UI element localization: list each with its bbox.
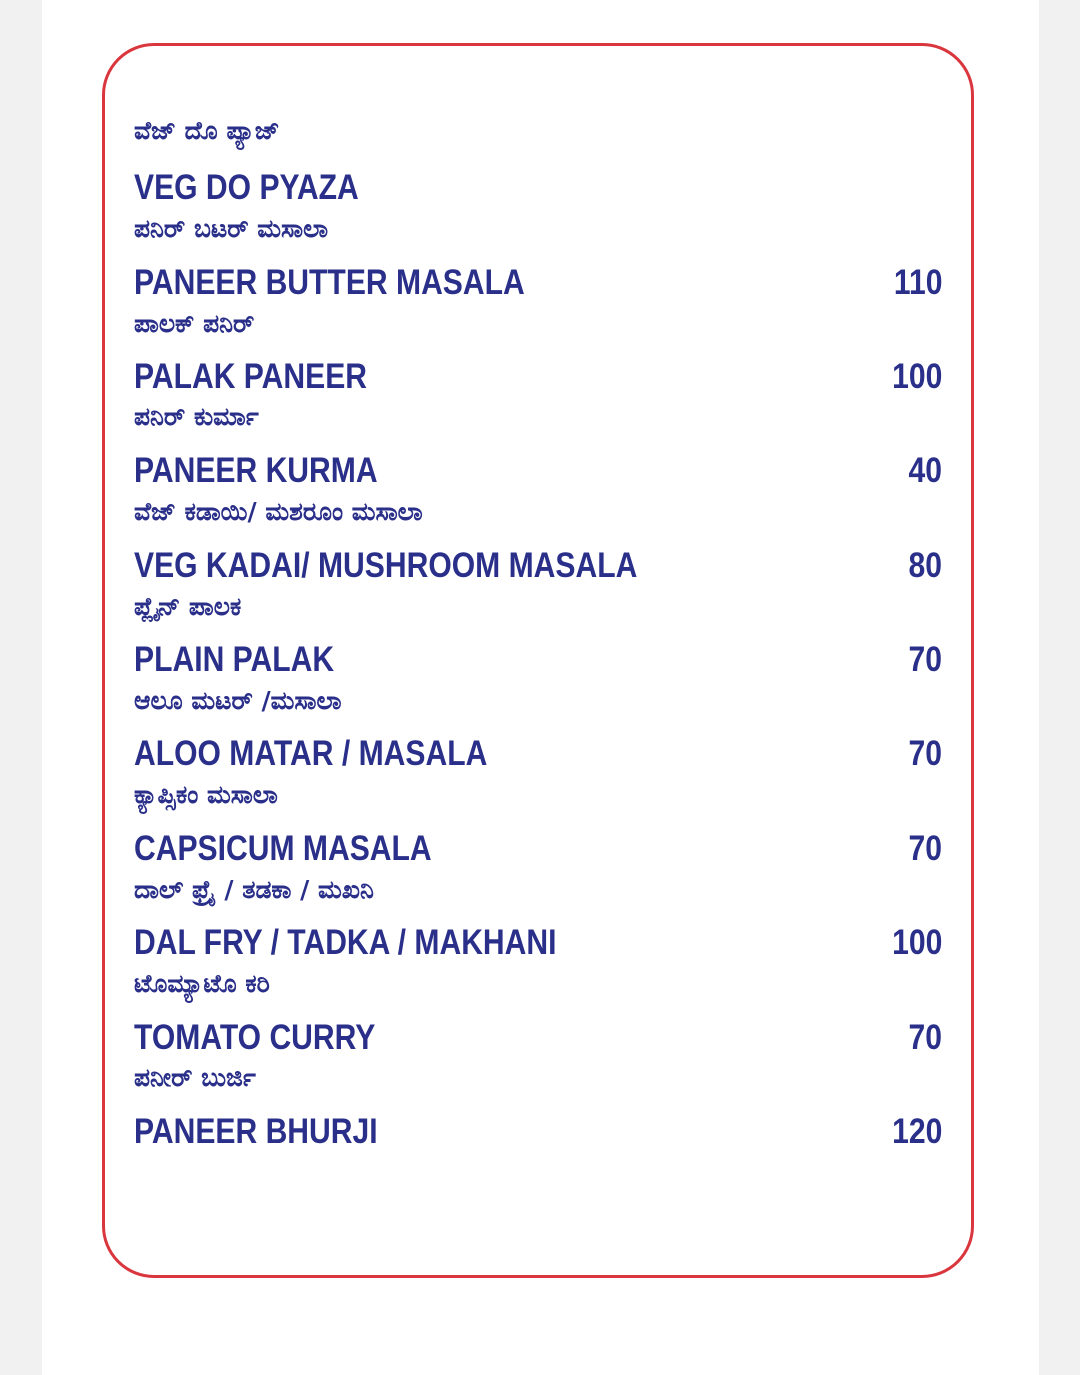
menu-item-kannada-name: ವೆಜ್ ದೊ ಪ್ಯಾಜ್ xyxy=(134,116,280,145)
menu-item-kannada-name: ವೆಜ್ ಕಡಾಯಿ/ ಮಶರೂಂ ಮಸಾಲಾ xyxy=(134,497,423,526)
menu-item-price: 80 xyxy=(908,546,942,585)
menu-item-name: ALOO MATAR / MASALA xyxy=(134,734,488,773)
menu-item-kannada-name: ಪನೀರ್ ಬುರ್ಜಿ xyxy=(134,1063,256,1092)
menu-item-price: 100 xyxy=(891,923,942,962)
menu-item-name: VEG DO PYAZA xyxy=(134,168,359,207)
menu-item-name: TOMATO CURRY xyxy=(134,1018,376,1057)
menu-item-price: 120 xyxy=(891,1112,942,1151)
menu-item-kannada-name: ಪಾಲಕ್ ಪನಿರ್ xyxy=(134,309,255,338)
menu-item-name: PANEER BUTTER MASALA xyxy=(134,263,525,302)
menu-item-kannada-name: ಪನಿರ್ ಕುರ್ಮಾ xyxy=(134,402,259,431)
menu-item-price: 110 xyxy=(893,263,942,302)
menu-item-kannada-name: ಆಲೂ ಮಟರ್ /ಮಸಾಲಾ xyxy=(134,686,342,715)
menu-item-price: 70 xyxy=(908,640,942,679)
menu-item-name: PLAIN PALAK xyxy=(134,640,335,679)
menu-item-price: 70 xyxy=(908,829,942,868)
menu-item-name: CAPSICUM MASALA xyxy=(134,829,432,868)
menu-item-name: PANEER BHURJI xyxy=(134,1112,378,1151)
menu-item-price: 70 xyxy=(908,1018,942,1057)
menu-item-kannada-name: ಕ್ಯಾಪ್ಸಿಕಂ ಮಸಾಲಾ xyxy=(134,780,278,809)
menu-item-name: VEG KADAI/ MUSHROOM MASALA xyxy=(134,546,638,585)
menu-item-kannada-name: ಟೊಮ್ಯಾಟೊ ಕರಿ xyxy=(134,969,270,998)
menu-item-name: DAL FRY / TADKA / MAKHANI xyxy=(134,923,557,962)
menu-item-kannada-name: ದಾಲ್ ಫ್ರೈ / ತಡಕಾ / ಮಖನಿ xyxy=(134,875,374,904)
menu-item-kannada-name: ಪ್ಲೈನ್ ಪಾಲಕ xyxy=(134,592,242,621)
menu-item-price: 40 xyxy=(908,451,942,490)
menu-item-kannada-name: ಪನಿರ್ ಬಟರ್ ಮಸಾಲಾ xyxy=(134,214,329,243)
menu-item-name: PALAK PANEER xyxy=(134,357,368,396)
menu-item-name: PANEER KURMA xyxy=(134,451,378,490)
menu-item-price: 70 xyxy=(908,734,942,773)
menu-item-price: 100 xyxy=(891,357,942,396)
